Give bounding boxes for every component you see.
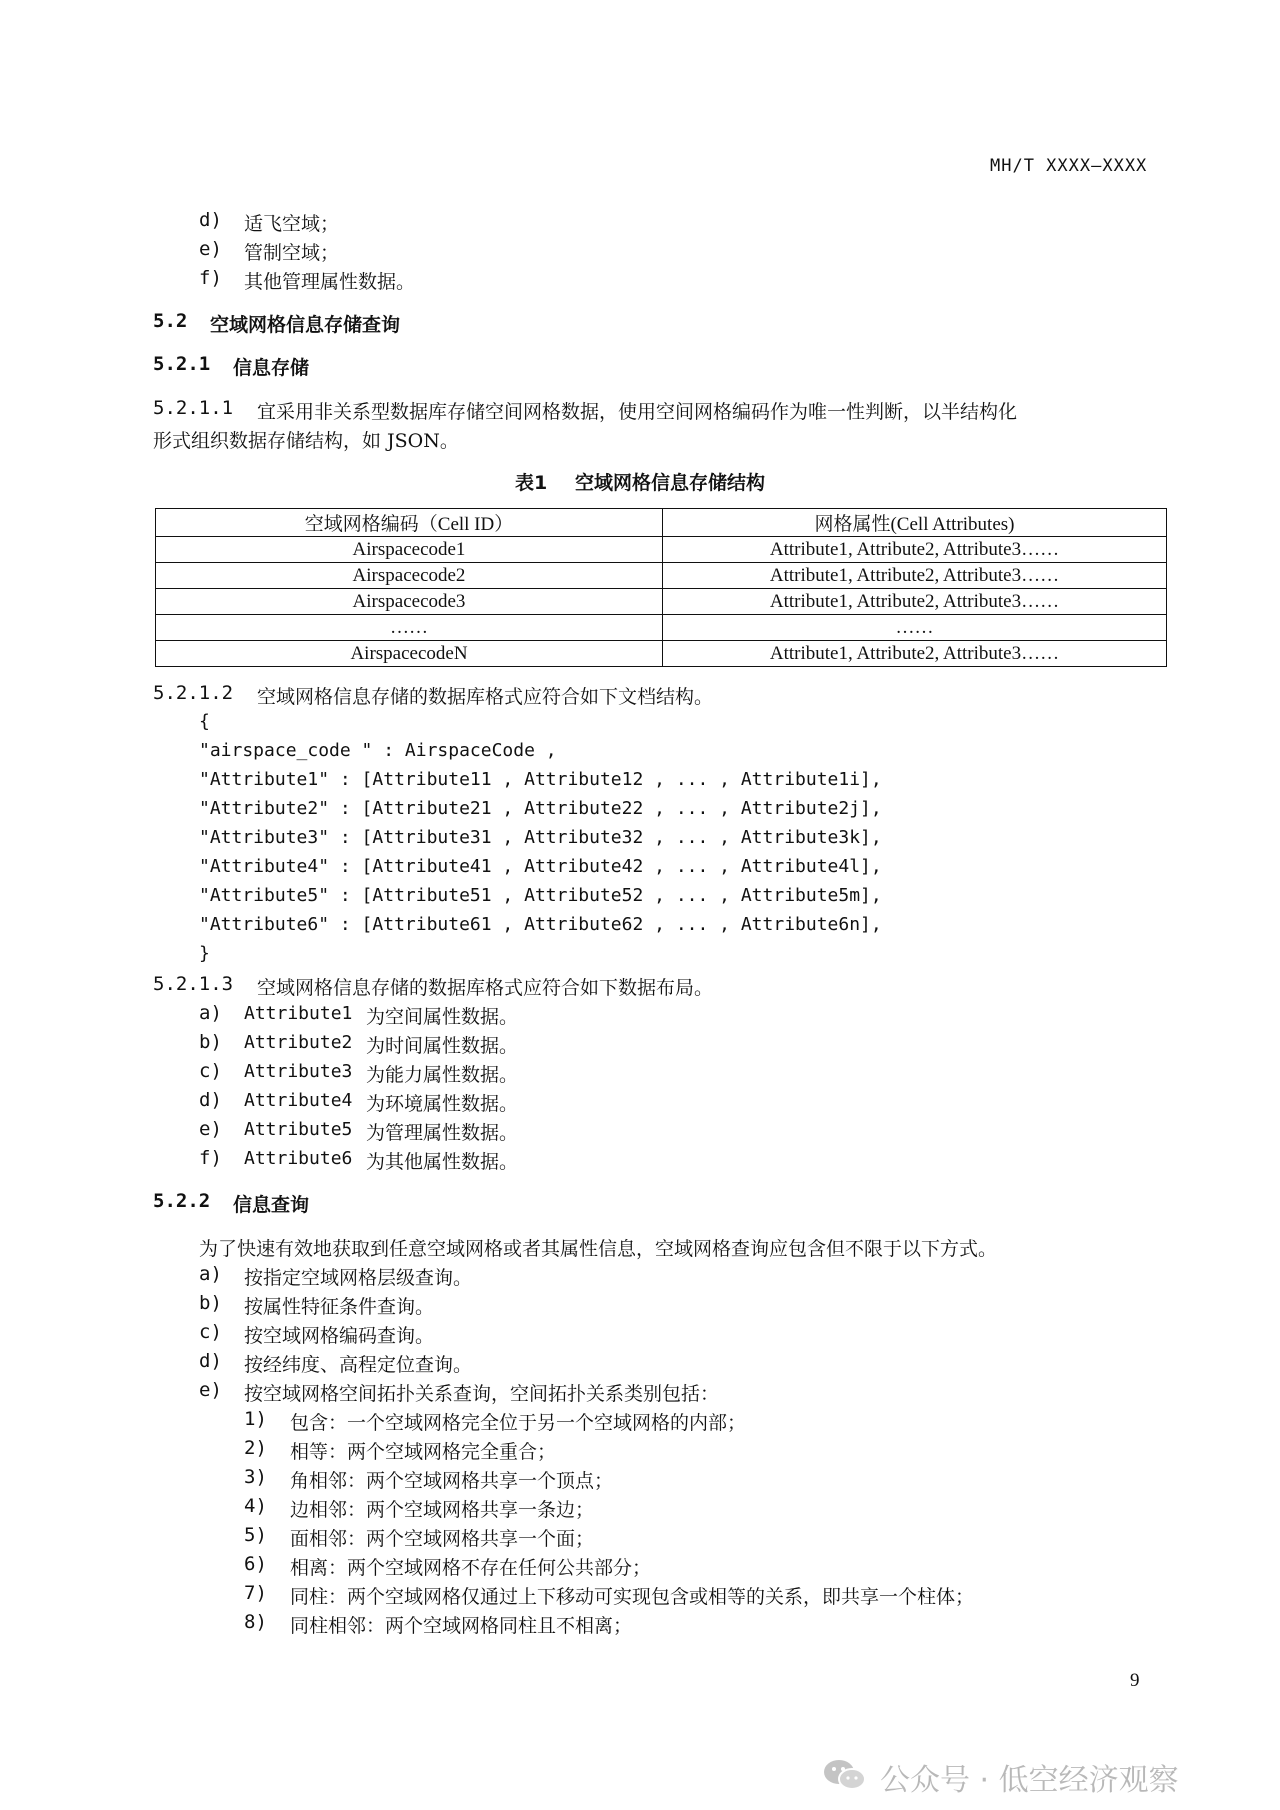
paragraph-text: 宜采用非关系型数据库存储空间网格数据，使用空间网格编码作为唯一性判断，以半结构化 <box>257 401 1018 423</box>
paragraph-number: 5.2.1.3 <box>153 973 234 995</box>
watermark-text: 公众号 · 低空经济观察 <box>880 1763 1179 1798</box>
table-cell: Attribute1, Attribute2, Attribute3…… <box>663 563 1167 589</box>
list-item: 相等：两个空域网格完全重合； <box>290 1441 557 1463</box>
list-item: 适飞空域； <box>244 213 340 235</box>
list-item: 按空域网格编码查询。 <box>244 1325 435 1347</box>
table-row <box>156 563 1167 589</box>
list-label: e) <box>199 1118 222 1140</box>
standard-code: MH/T XXXX—XXXX <box>990 156 1148 176</box>
list-label: b) <box>199 1031 222 1053</box>
list-label: d) <box>199 1089 222 1111</box>
list-label: a) <box>199 1002 222 1024</box>
paragraph-text: 空域网格信息存储的数据库格式应符合如下数据布局。 <box>257 977 714 999</box>
list-label: e) <box>199 1379 222 1401</box>
table-caption: 空域网格信息存储结构 <box>575 472 766 494</box>
list-item: 为能力属性数据。 <box>366 1064 519 1086</box>
code-line: "Attribute3" : [Attribute31 , Attribute32 , ... , Attribute3k], <box>199 827 882 848</box>
section-number: 5.2.1 <box>153 353 211 375</box>
list-item: 按属性特征条件查询。 <box>244 1296 435 1318</box>
paragraph-text: 为了快速有效地获取到任意空域网格或者其属性信息，空域网格查询应包含但不限于以下方式。 <box>199 1238 998 1260</box>
paragraph-text: 空域网格信息存储的数据库格式应符合如下文档结构。 <box>257 686 714 708</box>
list-item: 为其他属性数据。 <box>366 1151 519 1173</box>
table-cell: Attribute1, Attribute2, Attribute3…… <box>663 589 1167 615</box>
list-item: 角相邻：两个空域网格共享一个顶点； <box>290 1470 614 1492</box>
table-cell: Attribute1, Attribute2, Attribute3…… <box>663 537 1167 563</box>
attribute-name: Attribute1 <box>244 1003 353 1024</box>
list-label: 3) <box>244 1466 267 1488</box>
section-title: 信息存储 <box>233 357 310 379</box>
table-caption-number: 表1 <box>515 472 548 494</box>
list-label: e) <box>199 238 222 260</box>
code-line: } <box>199 943 210 964</box>
list-item: 按指定空域网格层级查询。 <box>244 1267 473 1289</box>
list-item: 为环境属性数据。 <box>366 1093 519 1115</box>
list-item: 边相邻：两个空域网格共享一条边； <box>290 1499 595 1521</box>
table-row <box>156 641 1167 667</box>
code-line: "airspace_code " : AirspaceCode , <box>199 740 557 761</box>
list-label: a) <box>199 1263 222 1285</box>
table-header-cell: 空域网格编码（Cell ID） <box>156 509 663 537</box>
attribute-name: Attribute5 <box>244 1119 353 1140</box>
code-line: "Attribute4" : [Attribute41 , Attribute42 , ... , Attribute4l], <box>199 856 882 877</box>
paragraph-number: 5.2.1.2 <box>153 682 234 704</box>
code-line: "Attribute2" : [Attribute21 , Attribute22 , ... , Attribute2j], <box>199 798 882 819</box>
list-label: f) <box>199 1147 222 1169</box>
list-item: 按空域网格空间拓扑关系查询，空间拓扑关系类别包括： <box>244 1383 720 1405</box>
list-item: 同柱：两个空域网格仅通过上下移动可实现包含或相等的关系，即共享一个柱体； <box>290 1586 975 1608</box>
list-label: 2) <box>244 1437 267 1459</box>
section-number: 5.2.2 <box>153 1190 211 1212</box>
list-item: 面相邻：两个空域网格共享一个面； <box>290 1528 595 1550</box>
table-cell: Attribute1, Attribute2, Attribute3…… <box>663 641 1167 667</box>
list-item: 同柱相邻：两个空域网格同柱且不相离； <box>290 1615 633 1637</box>
list-label: c) <box>199 1321 222 1343</box>
table-cell: Airspacecode1 <box>156 537 663 563</box>
list-label: 8) <box>244 1611 267 1633</box>
list-label: 7) <box>244 1582 267 1604</box>
table-cell: …… <box>156 615 663 641</box>
section-title: 空域网格信息存储查询 <box>210 314 401 336</box>
table-header-row <box>156 509 1167 537</box>
list-item: 为空间属性数据。 <box>366 1006 519 1028</box>
section-number: 5.2 <box>153 310 188 332</box>
list-item: 包含：一个空域网格完全位于另一个空域网格的内部； <box>290 1412 747 1434</box>
table-cell: …… <box>663 615 1167 641</box>
wechat-icon <box>822 1757 868 1793</box>
paragraph-number: 5.2.1.1 <box>153 397 234 419</box>
code-line: "Attribute6" : [Attribute61 , Attribute62 , ... , Attribute6n], <box>199 914 882 935</box>
table-row <box>156 589 1167 615</box>
section-title: 信息查询 <box>233 1194 310 1216</box>
list-item: 管制空域； <box>244 242 340 264</box>
list-label: 4) <box>244 1495 267 1517</box>
list-label: 6) <box>244 1553 267 1575</box>
list-label: f) <box>199 267 222 289</box>
list-item: 其他管理属性数据。 <box>244 271 416 293</box>
list-item: 相离：两个空域网格不存在任何公共部分； <box>290 1557 652 1579</box>
list-item: 为管理属性数据。 <box>366 1122 519 1144</box>
code-line: "Attribute1" : [Attribute11 , Attribute12 , ... , Attribute1i], <box>199 769 882 790</box>
list-item: 按经纬度、高程定位查询。 <box>244 1354 473 1376</box>
list-label: b) <box>199 1292 222 1314</box>
attribute-name: Attribute2 <box>244 1032 353 1053</box>
attribute-name: Attribute4 <box>244 1090 353 1111</box>
paragraph-text: 形式组织数据存储结构，如 JSON。 <box>153 430 459 452</box>
table-cell: Airspacecode3 <box>156 589 663 615</box>
list-label: 5) <box>244 1524 267 1546</box>
code-line: { <box>199 711 210 732</box>
attribute-name: Attribute6 <box>244 1148 353 1169</box>
table-cell: AirspacecodeN <box>156 641 663 667</box>
page-number: 9 <box>1130 1670 1140 1691</box>
list-item: 为时间属性数据。 <box>366 1035 519 1057</box>
table-cell: Airspacecode2 <box>156 563 663 589</box>
table-row <box>156 615 1167 641</box>
list-label: d) <box>199 209 222 231</box>
code-line: "Attribute5" : [Attribute51 , Attribute52 , ... , Attribute5m], <box>199 885 882 906</box>
table-row <box>156 537 1167 563</box>
list-label: d) <box>199 1350 222 1372</box>
attribute-name: Attribute3 <box>244 1061 353 1082</box>
list-label: 1) <box>244 1408 267 1430</box>
list-label: c) <box>199 1060 222 1082</box>
table-header-cell: 网格属性(Cell Attributes) <box>663 509 1167 537</box>
storage-structure-table <box>155 508 1167 667</box>
